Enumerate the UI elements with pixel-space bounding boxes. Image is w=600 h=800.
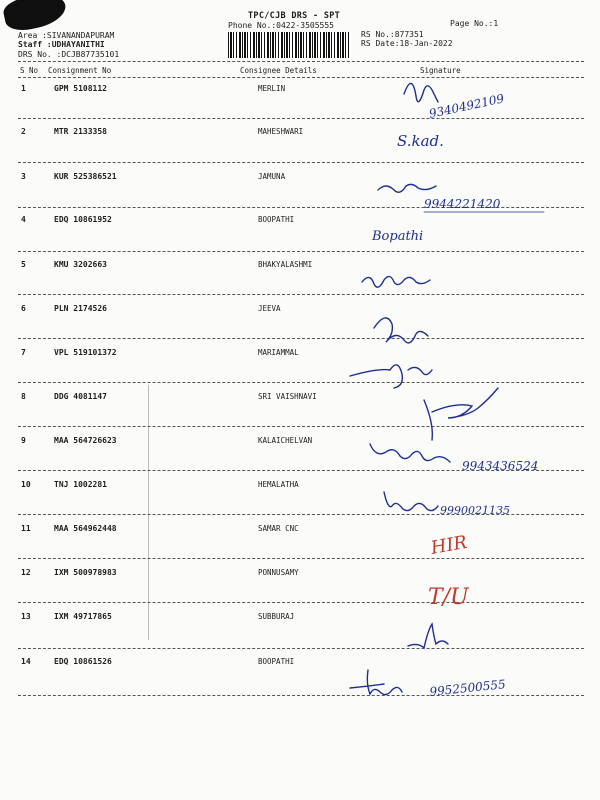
area-label: Area :SIVANANDAPURAM [18, 31, 115, 40]
row-consignment-no: DDG 4081147 [54, 392, 107, 401]
signature-1-phone: 9340492109 [427, 91, 506, 121]
row-sno: 9 [21, 436, 26, 445]
row-consignee: JEEVA [258, 304, 281, 313]
signature-9-script [370, 444, 450, 462]
phone-number: Phone No.:0422-3505555 [228, 21, 334, 30]
row-consignment-no: EDQ 10861952 [54, 215, 112, 224]
signature-6 [374, 318, 428, 343]
row-sno: 2 [21, 127, 26, 136]
row-consignee: SUBBURAJ [258, 612, 295, 621]
signature-14-script [350, 670, 402, 695]
row-consignee: SAMAR CNC [258, 524, 299, 533]
row-consignee: PONNUSAMY [258, 568, 299, 577]
row-consignee: BOOPATHI [258, 657, 295, 666]
row-consignment-no: KMU 3202663 [54, 260, 107, 269]
row-consignment-no: PLN 2174526 [54, 304, 107, 313]
row-consignment-no: GPM 5108112 [54, 84, 107, 93]
row-consignment-no: TNJ 1002281 [54, 480, 107, 489]
row-sno: 6 [21, 304, 26, 313]
column-header-consignment: Consignment No [48, 66, 112, 75]
row-consignee: JAMUNA [258, 172, 286, 181]
row-consignee: KALAICHELVAN [258, 436, 313, 445]
row-consignee: MERLIN [258, 84, 286, 93]
row-consignment-no: MTR 2133358 [54, 127, 107, 136]
rs-number: RS No.:877351 [361, 30, 424, 39]
row-sno: 12 [21, 568, 31, 577]
signature-9-phone: 9943436524 [462, 459, 539, 473]
page-number: Page No.:1 [450, 19, 499, 28]
signature-4: Bopathi [372, 229, 424, 244]
row-sno: 3 [21, 172, 26, 181]
signature-1 [404, 83, 438, 102]
row-consignee: MAHESHWARI [258, 127, 304, 136]
rs-date: RS Date:18-Jan-2022 [361, 39, 453, 48]
signature-11: HIR [429, 531, 469, 559]
row-sno: 8 [21, 392, 26, 401]
drs-number: DRS No. :DCJB87735101 [18, 50, 120, 59]
staff-label: Staff :UDHAYANITHI [18, 40, 105, 49]
row-consignment-no: EDQ 10861526 [54, 657, 112, 666]
row-consignee: BOOPATHI [258, 215, 295, 224]
row-sno: 10 [21, 480, 31, 489]
signature-10-script [384, 492, 438, 511]
signature-5 [362, 276, 430, 287]
signature-14-phone: 9952500555 [428, 677, 507, 699]
column-header-consignee: Consignee Details [240, 66, 317, 75]
signature-3-phone: 9944221420 [424, 197, 501, 211]
row-consignee: HEMALATHA [258, 480, 299, 489]
row-consignment-no: VPL 519101372 [54, 348, 117, 357]
row-sno: 7 [21, 348, 26, 357]
signature-3-script [378, 184, 436, 192]
row-consignee: BHAKYALASHMI [258, 260, 313, 269]
column-header-signature: Signature [420, 66, 461, 75]
row-consignment-no: MAA 564962448 [54, 524, 117, 533]
signature-2: S.kad. [397, 132, 444, 150]
signature-12: T/U [428, 585, 469, 610]
column-header-sno: S No [20, 66, 39, 75]
document-title: TPC/CJB DRS - SPT [248, 11, 341, 21]
row-consignment-no: IXM 49717865 [54, 612, 112, 621]
row-sno: 11 [21, 524, 31, 533]
signature-7 [350, 365, 432, 388]
signature-8 [424, 388, 498, 440]
row-sno: 14 [21, 657, 31, 666]
row-consignment-no: KUR 525386521 [54, 172, 117, 181]
row-sno: 5 [21, 260, 26, 269]
row-sno: 4 [21, 215, 26, 224]
row-consignee: SRI VAISHNAVI [258, 392, 317, 401]
row-consignee: MARIAMMAL [258, 348, 299, 357]
row-sno: 1 [21, 84, 26, 93]
signature-10-phone: 9990021135 [440, 504, 510, 517]
row-consignment-no: IXM 500978983 [54, 568, 117, 577]
row-sno: 13 [21, 612, 31, 621]
signature-13 [408, 624, 448, 648]
row-consignment-no: MAA 564726623 [54, 436, 117, 445]
